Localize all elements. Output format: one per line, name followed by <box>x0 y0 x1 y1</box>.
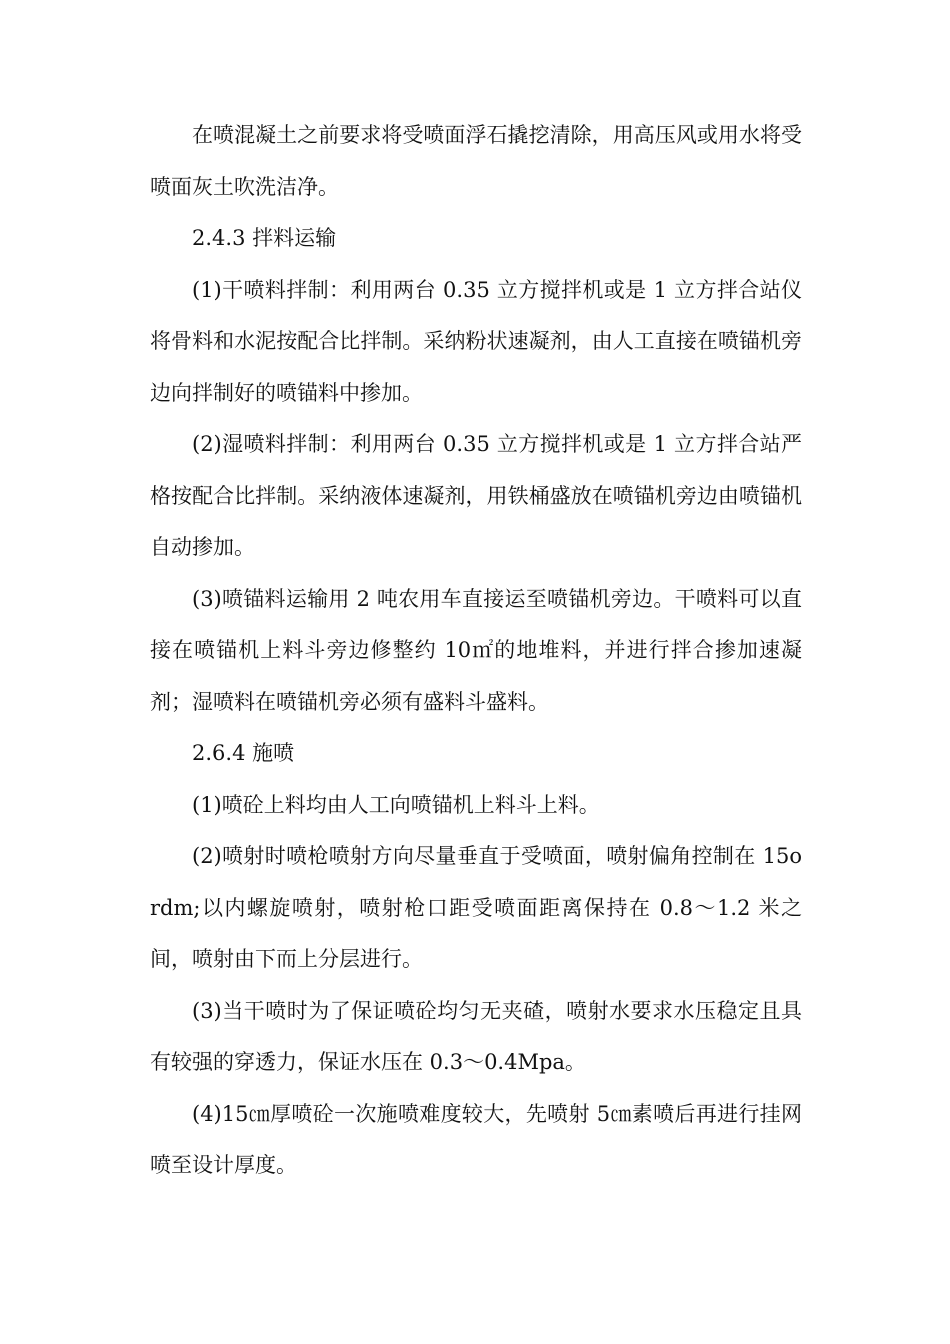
section-heading-spraying: 2.6.4 施喷 <box>192 741 295 765</box>
section-heading-mixing-transport: 2.4.3 拌料运输 <box>192 226 337 250</box>
paragraph-water-pressure: (3)当干喷时为了保证喷砼均匀无夹碴，喷射水要求水压稳定且具有较强的穿透力，保证水压在 0.3～0.4Mpa。 <box>150 998 802 1074</box>
paragraph-spray-direction: (2)喷射时喷枪喷射方向尽量垂直于受喷面，喷射偏角控制在 15ordm;以内螺旋喷射，喷射枪口距受喷面距离保持在 0.8～1.2 米之间，喷射由下而上分层进行。 <box>150 844 802 971</box>
paragraph-loading: (1)喷砼上料均由人工向喷锚机上料斗上料。 <box>192 792 600 817</box>
paragraph-layer-thickness: (4)15㎝厚喷砼一次施喷难度较大，先喷射 5㎝素喷后再进行挂网喷至设计厚度。 <box>150 1101 802 1177</box>
paragraph-surface-cleaning: 在喷混凝土之前要求将受喷面浮石撬挖清除，用高压风或用水将受喷面灰土吹洗洁净。 <box>150 123 802 199</box>
paragraph-wet-mix: (2)湿喷料拌制：利用两台 0.35 立方搅拌机或是 1 立方拌合站严格按配合比拌制。采纳液体速凝剂，用铁桶盛放在喷锚机旁边由喷锚机自动掺加。 <box>150 432 802 559</box>
paragraph-transport: (3)喷锚料运输用 2 吨农用车直接运至喷锚机旁边。干喷料可以直接在喷锚机上料斗旁边修整约 10㎡的地堆料，并进行拌合掺加速凝剂；湿喷料在喷锚机旁必须有盛料斗盛料。 <box>150 586 802 714</box>
document-body <box>150 110 802 1192</box>
paragraph-dry-mix: (1)干喷料拌制：利用两台 0.35 立方搅拌机或是 1 立方拌合站仪将骨料和水泥按配合比拌制。采纳粉状速凝剂，由人工直接在喷锚机旁边向拌制好的喷锚料中掺加。 <box>150 277 802 405</box>
